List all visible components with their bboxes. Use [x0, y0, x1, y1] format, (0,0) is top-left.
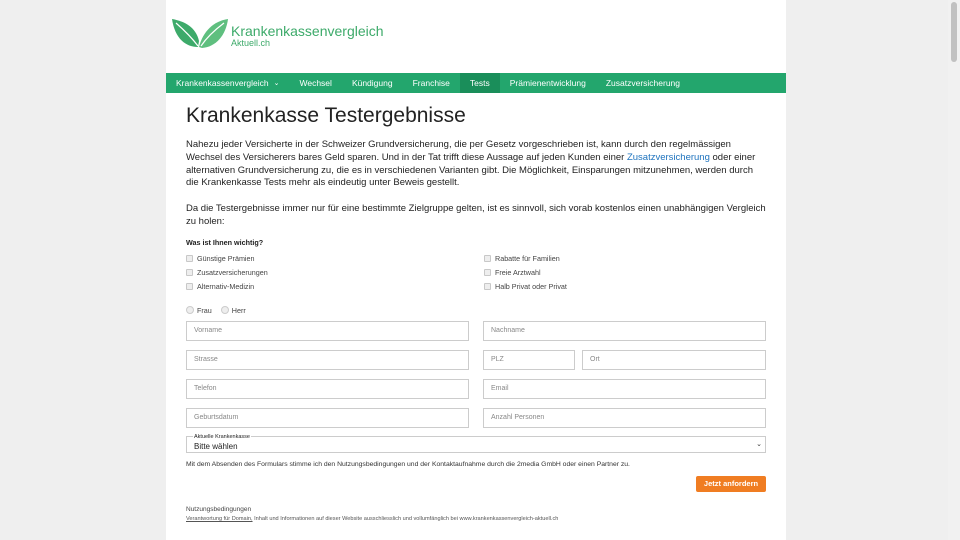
priority-checkboxes [186, 255, 766, 291]
consent-text: Mit dem Absenden des Formulars stimme ich den Nutzungsbedingungen und der Kontaktaufnahme durch die 2media GmbH oder einen Partner zu. [186, 460, 630, 468]
page [166, 0, 786, 540]
checkbox-zusatzversicherungen[interactable] [186, 269, 484, 277]
nav-item-wechsel[interactable]: Wechsel [299, 78, 332, 88]
checkbox-box[interactable] [186, 269, 193, 276]
email-input[interactable]: Email [483, 379, 766, 399]
checkbox-box[interactable] [484, 269, 491, 276]
nav-item-praemienentwicklung[interactable]: Prämienentwicklung [509, 78, 586, 88]
nav-item-label: Krankenkassenvergleich [176, 78, 269, 88]
checkbox-label: Günstige Prämien [197, 254, 255, 264]
plz-input[interactable]: PLZ [483, 350, 575, 370]
terms-text [186, 516, 766, 522]
checkbox-box[interactable] [186, 283, 193, 290]
terms-text-underlined: Verantwortung für Domain, [186, 515, 253, 522]
radio-herr[interactable] [221, 306, 246, 315]
checkbox-box[interactable] [186, 255, 193, 262]
checkbox-label: Halb Privat oder Privat [495, 282, 567, 292]
intro-paragraph [186, 139, 766, 190]
gender-radio-group [186, 306, 766, 315]
chevron-down-icon: ⌄ [756, 440, 762, 448]
radio-frau[interactable] [186, 306, 212, 315]
intro-text-end: oder einer alternativen Grundversicherung zu, die es in verschiedenen Varianten gibt. Die Möglichkeit, Einsparungen mitzunehmen, werden durch die Krankenkasse Tests mehr als eindeutig unter Beweis gestellt. [186, 151, 756, 189]
site-logo[interactable] [172, 17, 384, 49]
intro-text-start: Nahezu jeder Versicherte in der Schweizer Grundversicherung, die per Gesetz vorgeschrieben ist, kann durch den regelmässigen Wechsel des Versicherers bares Geld sparen. Und in der Tat trifft diese Aussage auf jeden Kunden einer [186, 139, 731, 163]
nav-item-tests[interactable]: Tests [460, 73, 500, 93]
checkbox-alternativ-medizin[interactable] [186, 283, 484, 291]
checkbox-box[interactable] [484, 283, 491, 290]
main-navigation [166, 73, 786, 93]
ort-input[interactable]: Ort [582, 350, 766, 370]
page-title: Krankenkasse Testergebnisse [186, 104, 466, 127]
checkbox-box[interactable] [484, 255, 491, 262]
submit-button[interactable]: Jetzt anfordern [696, 476, 766, 492]
nav-item-franchise[interactable]: Franchise [412, 78, 450, 88]
select-label: Aktuelle Krankenkasse [194, 433, 250, 440]
nachname-input[interactable]: Nachname [483, 321, 766, 341]
main-content [166, 93, 786, 522]
krankenkasse-select[interactable] [186, 433, 766, 453]
select-value: Bitte wählen [194, 441, 238, 451]
logo-subtitle: Aktuell.ch [231, 38, 271, 48]
scrollbar[interactable] [948, 0, 960, 540]
checkbox-label: Zusatzversicherungen [197, 268, 268, 278]
scrollbar-thumb[interactable] [951, 2, 957, 62]
checkbox-label: Rabatte für Familien [495, 254, 560, 264]
radio-label: Frau [197, 305, 212, 315]
chevron-down-icon: ⌄ [273, 80, 280, 87]
vorname-input[interactable]: Vorname [186, 321, 469, 341]
anzahl-personen-input[interactable]: Anzahl Personen [483, 408, 766, 428]
radio-circle[interactable] [186, 306, 194, 314]
checkbox-halb-privat[interactable] [484, 283, 766, 291]
telefon-input[interactable]: Telefon [186, 379, 469, 399]
radio-label: Herr [231, 305, 246, 315]
terms-title: Nutzungsbedingungen [186, 505, 252, 513]
logo-title: Krankenkassenvergleich [231, 23, 384, 39]
geburtsdatum-input[interactable]: Geburtsdatum [186, 408, 469, 428]
checkbox-rabatte-familien[interactable] [484, 255, 766, 263]
checkbox-label: Alternativ-Medizin [197, 282, 255, 292]
checkbox-guenstige-praemien[interactable] [186, 255, 484, 263]
checkbox-label: Freie Arztwahl [495, 268, 541, 278]
comparison-paragraph: Da die Testergebnisse immer nur für eine bestimmte Zielgruppe gelten, ist es sinnvoll, sich vorab kostenlos einen unabhängigen Vergleich zu holen: [186, 203, 766, 228]
site-header [166, 0, 786, 73]
form-question: Was ist Ihnen wichtig? [186, 237, 264, 247]
zusatzversicherung-link[interactable]: Zusatzversicherung [626, 151, 710, 163]
nav-item-krankenkassenvergleich[interactable] [166, 73, 289, 93]
nav-item-zusatzversicherung[interactable]: Zusatzversicherung [605, 78, 681, 88]
strasse-input[interactable]: Strasse [186, 350, 469, 370]
terms-text-rest: Inhalt und Informationen auf dieser Website ausschliesslich und vollumfänglich bei www.krankenkassenvergleich-aktuell.ch [252, 515, 559, 522]
nav-item-kuendigung[interactable]: Kündigung [351, 78, 393, 88]
leaf-logo-icon [172, 17, 228, 49]
radio-circle[interactable] [221, 306, 229, 314]
checkbox-freie-arztwahl[interactable] [484, 269, 766, 277]
